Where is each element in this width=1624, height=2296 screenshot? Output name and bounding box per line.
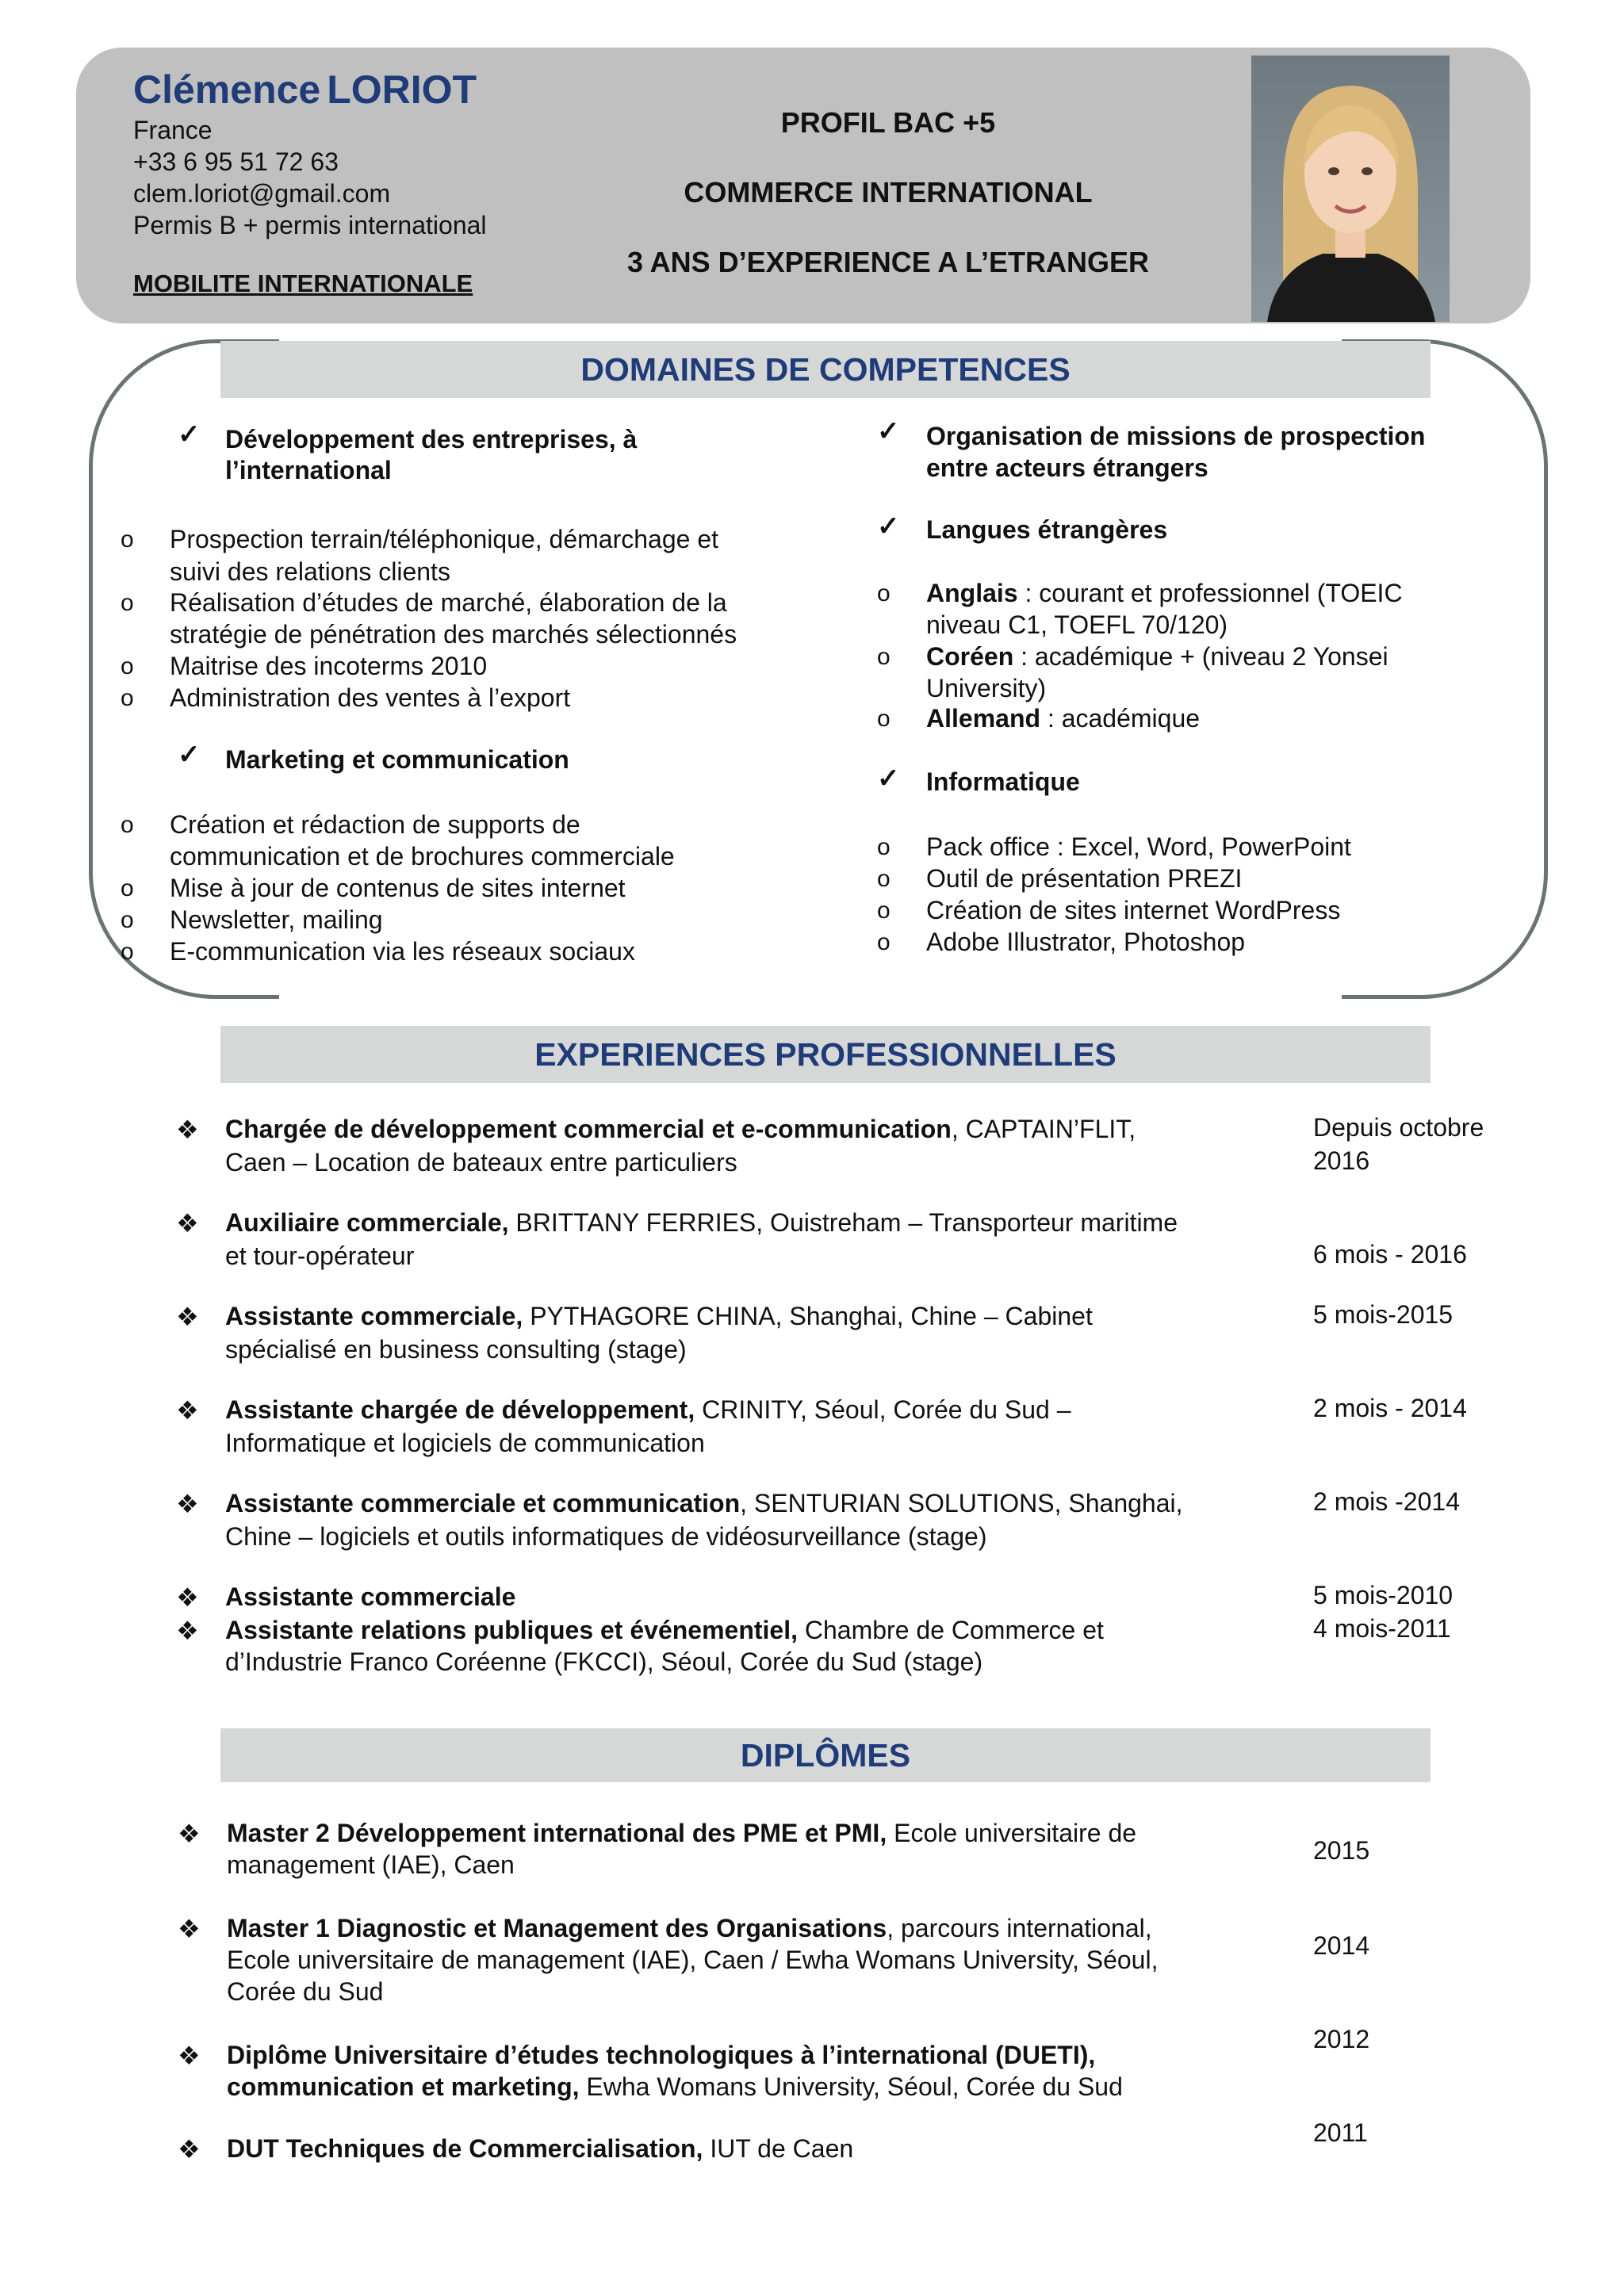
diamond-bullet-icon: ❖: [178, 2042, 201, 2070]
competence-heading: entre acteurs étrangers: [926, 453, 1208, 482]
diploma-line: Corée du Sud: [227, 1977, 384, 2006]
competence-heading: Organisation de missions de prospection: [926, 422, 1426, 450]
diploma-line: DUT Techniques de Commercialisation, IUT de Caen: [227, 2134, 854, 2163]
profile-photo: [1251, 55, 1450, 322]
it-item: Outil de présentation PREZI: [926, 864, 1243, 893]
circle-bullet-icon: o: [877, 866, 891, 892]
competence-heading: l’international: [225, 456, 392, 484]
competence-heading: Marketing et communication: [225, 745, 569, 774]
language-item: University): [926, 674, 1047, 702]
competence-heading: Langues étrangères: [926, 515, 1168, 544]
circle-bullet-icon: o: [877, 580, 891, 607]
experience-date: 5 mois-2015: [1313, 1300, 1454, 1329]
circle-bullet-icon: o: [121, 875, 134, 901]
circle-bullet-icon: o: [877, 834, 891, 860]
section-title-diplomes: DIPLÔMES: [220, 1728, 1431, 1782]
diploma-line: Ecole universitaire de management (IAE), Caen / Ewha Womans University, Séoul,: [227, 1946, 1159, 1974]
circle-bullet-icon: o: [121, 812, 134, 838]
diamond-bullet-icon: ❖: [176, 1115, 199, 1144]
diamond-bullet-icon: ❖: [178, 1820, 201, 1848]
experience-line: Assistante commerciale: [225, 1582, 516, 1611]
check-icon: ✓: [178, 419, 201, 450]
circle-bullet-icon: o: [877, 929, 891, 955]
diploma-line: communication et marketing, Ewha Womans University, Séoul, Corée du Sud: [227, 2072, 1123, 2101]
experience-line: d’Industrie Franco Coréenne (FKCCI), Séoul, Corée du Sud (stage): [225, 1647, 983, 1676]
candidate-name: Clémence LORIOT: [133, 67, 477, 112]
language-item: niveau C1, TOEFL 70/120): [926, 610, 1228, 639]
check-icon: ✓: [877, 511, 900, 541]
experience-line: Chine – logiciels et outils informatiques de vidéosurveillance (stage): [225, 1522, 987, 1551]
experience-line: Assistante commerciale, PYTHAGORE CHINA, Shanghai, Chine – Cabinet: [225, 1302, 1093, 1330]
profile-line-3: 3 ANS D’EXPERIENCE A L’ETRANGER: [626, 246, 1150, 278]
diploma-date: 2011: [1313, 2118, 1368, 2147]
diamond-bullet-icon: ❖: [176, 1209, 199, 1238]
circle-bullet-icon: o: [877, 706, 891, 732]
circle-bullet-icon: o: [121, 526, 134, 553]
experience-date: 2 mois -2014: [1313, 1487, 1460, 1516]
email: clem.loriot@gmail.com: [133, 179, 391, 208]
diploma-date: 2012: [1313, 2025, 1370, 2053]
diploma-date: 2014: [1313, 1931, 1370, 1960]
competence-item: Newsletter, mailing: [170, 905, 383, 934]
competence-heading: Informatique: [926, 767, 1080, 796]
competence-item: Réalisation d’études de marché, élaboration de la: [170, 588, 727, 617]
diamond-bullet-icon: ❖: [176, 1583, 199, 1612]
competence-item: stratégie de pénétration des marchés sélectionnés: [170, 620, 737, 649]
competence-item: Mise à jour de contenus de sites internet: [170, 874, 626, 902]
diploma-date: 2015: [1313, 1836, 1370, 1865]
license: Permis B + permis international: [133, 211, 487, 239]
diploma-line: management (IAE), Caen: [227, 1850, 515, 1879]
experience-date: 5 mois-2010: [1313, 1581, 1454, 1609]
competence-item: suivi des relations clients: [170, 557, 450, 586]
check-icon: ✓: [178, 740, 201, 770]
diamond-bullet-icon: ❖: [176, 1396, 199, 1425]
experience-line: et tour-opérateur: [225, 1242, 415, 1270]
circle-bullet-icon: o: [121, 939, 134, 965]
competence-item: communication et de brochures commerciale: [170, 842, 675, 871]
check-icon: ✓: [877, 416, 900, 446]
experience-date: 6 mois - 2016: [1313, 1240, 1467, 1269]
it-item: Pack office : Excel, Word, PowerPoint: [926, 832, 1351, 861]
language-item: Coréen : académique + (niveau 2 Yonsei: [926, 642, 1388, 671]
competence-item: Maitrise des incoterms 2010: [170, 652, 488, 680]
experience-line: Assistante commerciale et communication, SENTURIAN SOLUTIONS, Shanghai,: [225, 1489, 1183, 1517]
experience-date: Depuis octobre: [1313, 1113, 1484, 1142]
profile-line-2: COMMERCE INTERNATIONAL: [684, 176, 1093, 209]
experience-line: Auxiliaire commerciale, BRITTANY FERRIES, Ouistreham – Transporteur maritime: [225, 1208, 1178, 1237]
country: France: [133, 116, 213, 144]
competence-item: Administration des ventes à l’export: [170, 683, 571, 712]
language-item: Anglais : courant et professionnel (TOEIC: [926, 579, 1403, 607]
section-title-competences: DOMAINES DE COMPETENCES: [220, 341, 1431, 398]
it-item: Création de sites internet WordPress: [926, 896, 1341, 924]
diamond-bullet-icon: ❖: [178, 1915, 201, 1943]
circle-bullet-icon: o: [121, 685, 134, 711]
experience-date: 2 mois - 2014: [1313, 1394, 1467, 1422]
portrait-icon: [1251, 55, 1450, 322]
circle-bullet-icon: o: [121, 653, 134, 679]
experience-line: Assistante chargée de développement, CRINITY, Séoul, Corée du Sud –: [225, 1395, 1071, 1424]
diamond-bullet-icon: ❖: [176, 1303, 199, 1331]
diploma-line: Master 1 Diagnostic et Management des Organisations, parcours international,: [227, 1914, 1152, 1942]
competence-item: Prospection terrain/téléphonique, démarchage et: [170, 525, 718, 553]
circle-bullet-icon: o: [877, 897, 891, 924]
diamond-bullet-icon: ❖: [178, 2135, 201, 2164]
language-item: Allemand : académique: [926, 704, 1201, 733]
experience-line: Caen – Location de bateaux entre particuliers: [225, 1148, 737, 1177]
experience-date: 4 mois-2011: [1313, 1614, 1451, 1643]
experience-line: Informatique et logiciels de communication: [225, 1429, 705, 1457]
circle-bullet-icon: o: [121, 907, 134, 933]
experience-line: spécialisé en business consulting (stage): [225, 1335, 687, 1364]
diamond-bullet-icon: ❖: [176, 1617, 199, 1645]
diploma-line: Diplôme Universitaire d’études technologiques à l’international (DUETI),: [227, 2041, 1096, 2069]
circle-bullet-icon: o: [121, 590, 134, 616]
experience-line: Chargée de développement commercial et e-communication, CAPTAIN’FLIT,: [225, 1115, 1136, 1143]
circle-bullet-icon: o: [877, 644, 891, 670]
section-title-experiences: EXPERIENCES PROFESSIONNELLES: [220, 1026, 1431, 1083]
phone: +33 6 95 51 72 63: [133, 147, 339, 176]
competence-item: Création et rédaction de supports de: [170, 810, 580, 839]
profile-line-1: PROFIL BAC +5: [780, 106, 996, 139]
check-icon: ✓: [877, 763, 900, 794]
experience-line: Assistante relations publiques et événementiel, Chambre de Commerce et: [225, 1616, 1104, 1644]
diamond-bullet-icon: ❖: [176, 1490, 199, 1518]
diploma-line: Master 2 Développement international des PME et PMI, Ecole universitaire de: [227, 1819, 1137, 1847]
experience-date: 2016: [1313, 1146, 1370, 1175]
competence-heading: Développement des entreprises, à: [225, 425, 638, 453]
competence-item: E-communication via les réseaux sociaux: [170, 937, 635, 966]
mobility: MOBILITE INTERNATIONALE: [133, 270, 473, 297]
it-item: Adobe Illustrator, Photoshop: [926, 928, 1246, 956]
